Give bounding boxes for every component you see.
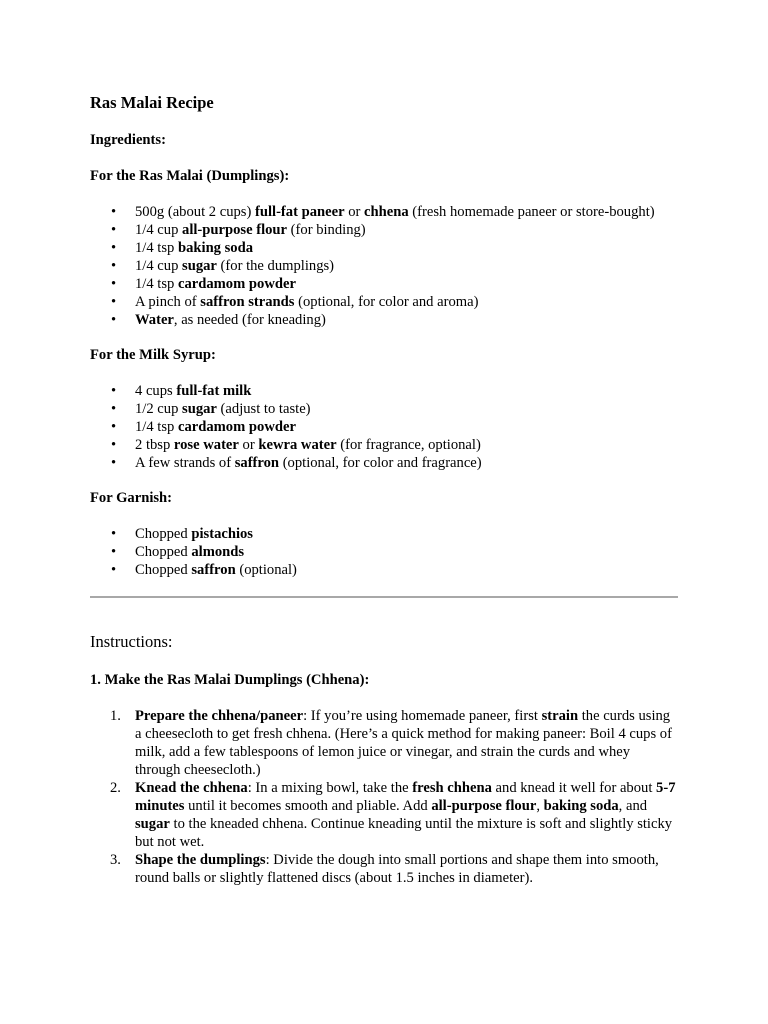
text: 1/4 cup bbox=[135, 222, 183, 238]
bold-text: rose water bbox=[173, 437, 239, 453]
text: Chopped bbox=[135, 562, 192, 578]
text: (fresh homemade paneer or store-bought) bbox=[408, 204, 655, 220]
text: A pinch of bbox=[135, 294, 201, 310]
dumplings-heading: For the Ras Malai (Dumplings): bbox=[90, 168, 290, 184]
text: (for fragrance, optional) bbox=[336, 437, 481, 453]
page-title: Ras Malai Recipe bbox=[90, 93, 214, 112]
text: 500g (about 2 cups) bbox=[135, 204, 255, 220]
section-divider bbox=[90, 596, 678, 598]
text: and knead it well for about bbox=[491, 780, 657, 796]
text: 1/4 tsp bbox=[135, 419, 178, 435]
text: or bbox=[238, 437, 259, 453]
instruction-step bbox=[90, 851, 676, 887]
text: Chopped bbox=[135, 526, 192, 542]
bold-text: cardamom powder bbox=[177, 419, 296, 435]
bullet-marker: • bbox=[111, 437, 117, 453]
syrup-heading: For the Milk Syrup: bbox=[90, 347, 216, 363]
list-item bbox=[90, 436, 482, 454]
text: (for binding) bbox=[287, 222, 366, 238]
list-item bbox=[90, 382, 482, 400]
text: : In a mixing bowl, take the bbox=[247, 780, 413, 796]
instructions-heading: Instructions: bbox=[90, 632, 173, 651]
bold-text: 5-7 minutes bbox=[135, 780, 676, 814]
bold-text: sugar bbox=[182, 258, 217, 274]
text: A few strands of bbox=[135, 455, 235, 471]
bullet-marker: • bbox=[111, 383, 117, 399]
bold-text: strain bbox=[541, 708, 579, 724]
bullet-marker: • bbox=[111, 276, 117, 292]
bold-text: pistachios bbox=[191, 526, 253, 542]
step-number: 2. bbox=[110, 780, 121, 796]
garnish-heading: For Garnish: bbox=[90, 490, 173, 506]
bold-text: almonds bbox=[191, 544, 245, 560]
bold-text: kewra water bbox=[258, 437, 337, 453]
text: , as needed (for kneading) bbox=[173, 312, 326, 328]
text: Chopped bbox=[135, 544, 192, 560]
text: until it becomes smooth and pliable. Add bbox=[184, 798, 432, 814]
bullet-marker: • bbox=[111, 401, 117, 417]
list-item bbox=[90, 275, 655, 293]
bullet-marker: • bbox=[111, 419, 117, 435]
bold-text: Shape the dumplings bbox=[135, 852, 266, 868]
list-item bbox=[90, 311, 655, 329]
bullet-marker: • bbox=[111, 562, 117, 578]
bullet-marker: • bbox=[111, 240, 117, 256]
step-number: 3. bbox=[110, 852, 121, 868]
step1-instruction-list bbox=[90, 707, 676, 887]
list-item bbox=[90, 203, 655, 221]
bullet-marker: • bbox=[111, 204, 117, 220]
text: , bbox=[536, 798, 544, 814]
dumplings-ingredient-list bbox=[90, 203, 655, 329]
bold-text: full-fat paneer bbox=[254, 204, 345, 220]
list-item bbox=[90, 400, 482, 418]
bullet-marker: • bbox=[111, 544, 117, 560]
text: 4 cups bbox=[135, 383, 177, 399]
bold-text: saffron bbox=[234, 455, 280, 471]
list-item bbox=[90, 525, 297, 543]
bold-text: full-fat milk bbox=[176, 383, 252, 399]
bold-text: cardamom powder bbox=[177, 276, 296, 292]
list-item bbox=[90, 418, 482, 436]
list-item bbox=[90, 257, 655, 275]
instruction-step bbox=[90, 779, 676, 851]
syrup-ingredient-list bbox=[90, 382, 482, 472]
text: to the kneaded chhena. Continue kneading until the mixture is soft and slightly sticky but not wet. bbox=[135, 816, 673, 850]
text: or bbox=[344, 204, 365, 220]
ingredients-heading: Ingredients: bbox=[90, 132, 166, 148]
list-item bbox=[90, 293, 655, 311]
instruction-step bbox=[90, 707, 676, 779]
text: 2 tbsp bbox=[135, 437, 174, 453]
bold-text: sugar bbox=[135, 816, 170, 832]
step-number: 1. bbox=[110, 708, 121, 724]
bold-text: all-purpose flour bbox=[431, 798, 537, 814]
text: (optional) bbox=[235, 562, 297, 578]
bullet-marker: • bbox=[111, 526, 117, 542]
bold-text: chhena bbox=[364, 204, 409, 220]
bold-text: saffron strands bbox=[200, 294, 295, 310]
list-item bbox=[90, 239, 655, 257]
bullet-marker: • bbox=[111, 455, 117, 471]
text: 1/4 tsp bbox=[135, 240, 178, 256]
bold-text: baking soda bbox=[543, 798, 619, 814]
list-item bbox=[90, 543, 297, 561]
text: (optional, for color and aroma) bbox=[294, 294, 479, 310]
text: 1/4 cup bbox=[135, 258, 183, 274]
bullet-marker: • bbox=[111, 258, 117, 274]
bold-text: Prepare the chhena/paneer bbox=[135, 708, 304, 724]
list-item bbox=[90, 561, 297, 579]
bold-text: Water bbox=[135, 312, 174, 328]
text: (adjust to taste) bbox=[216, 401, 311, 417]
list-item bbox=[90, 454, 482, 472]
garnish-list bbox=[90, 525, 297, 579]
text: 1/4 tsp bbox=[135, 276, 178, 292]
text: 1/2 cup bbox=[135, 401, 183, 417]
bold-text: all-purpose flour bbox=[182, 222, 288, 238]
text: , and bbox=[618, 798, 648, 814]
list-item bbox=[90, 221, 655, 239]
bullet-marker: • bbox=[111, 294, 117, 310]
text: (optional, for color and fragrance) bbox=[279, 455, 482, 471]
bullet-marker: • bbox=[111, 312, 117, 328]
text: (for the dumplings) bbox=[216, 258, 335, 274]
bold-text: Knead the chhena bbox=[135, 780, 248, 796]
bold-text: fresh chhena bbox=[412, 780, 492, 796]
text: : If you’re using homemade paneer, first bbox=[303, 708, 542, 724]
step1-heading: 1. Make the Ras Malai Dumplings (Chhena): bbox=[90, 672, 370, 688]
bold-text: baking soda bbox=[177, 240, 254, 256]
bold-text: sugar bbox=[182, 401, 217, 417]
text: : Divide the dough into small portions and shape them into smooth, round balls or slightly flattened discs (about 1.5 inches in diameter). bbox=[135, 852, 659, 886]
bold-text: saffron bbox=[191, 562, 236, 578]
text: the curds using a cheesecloth to get fresh chhena. (Here’s a quick method for making paneer: Boil 4 cups of milk, add a few tablespoons of lemon juice or vinegar, and strain the curds and whey through cheesecloth.) bbox=[135, 708, 672, 778]
bullet-marker: • bbox=[111, 222, 117, 238]
